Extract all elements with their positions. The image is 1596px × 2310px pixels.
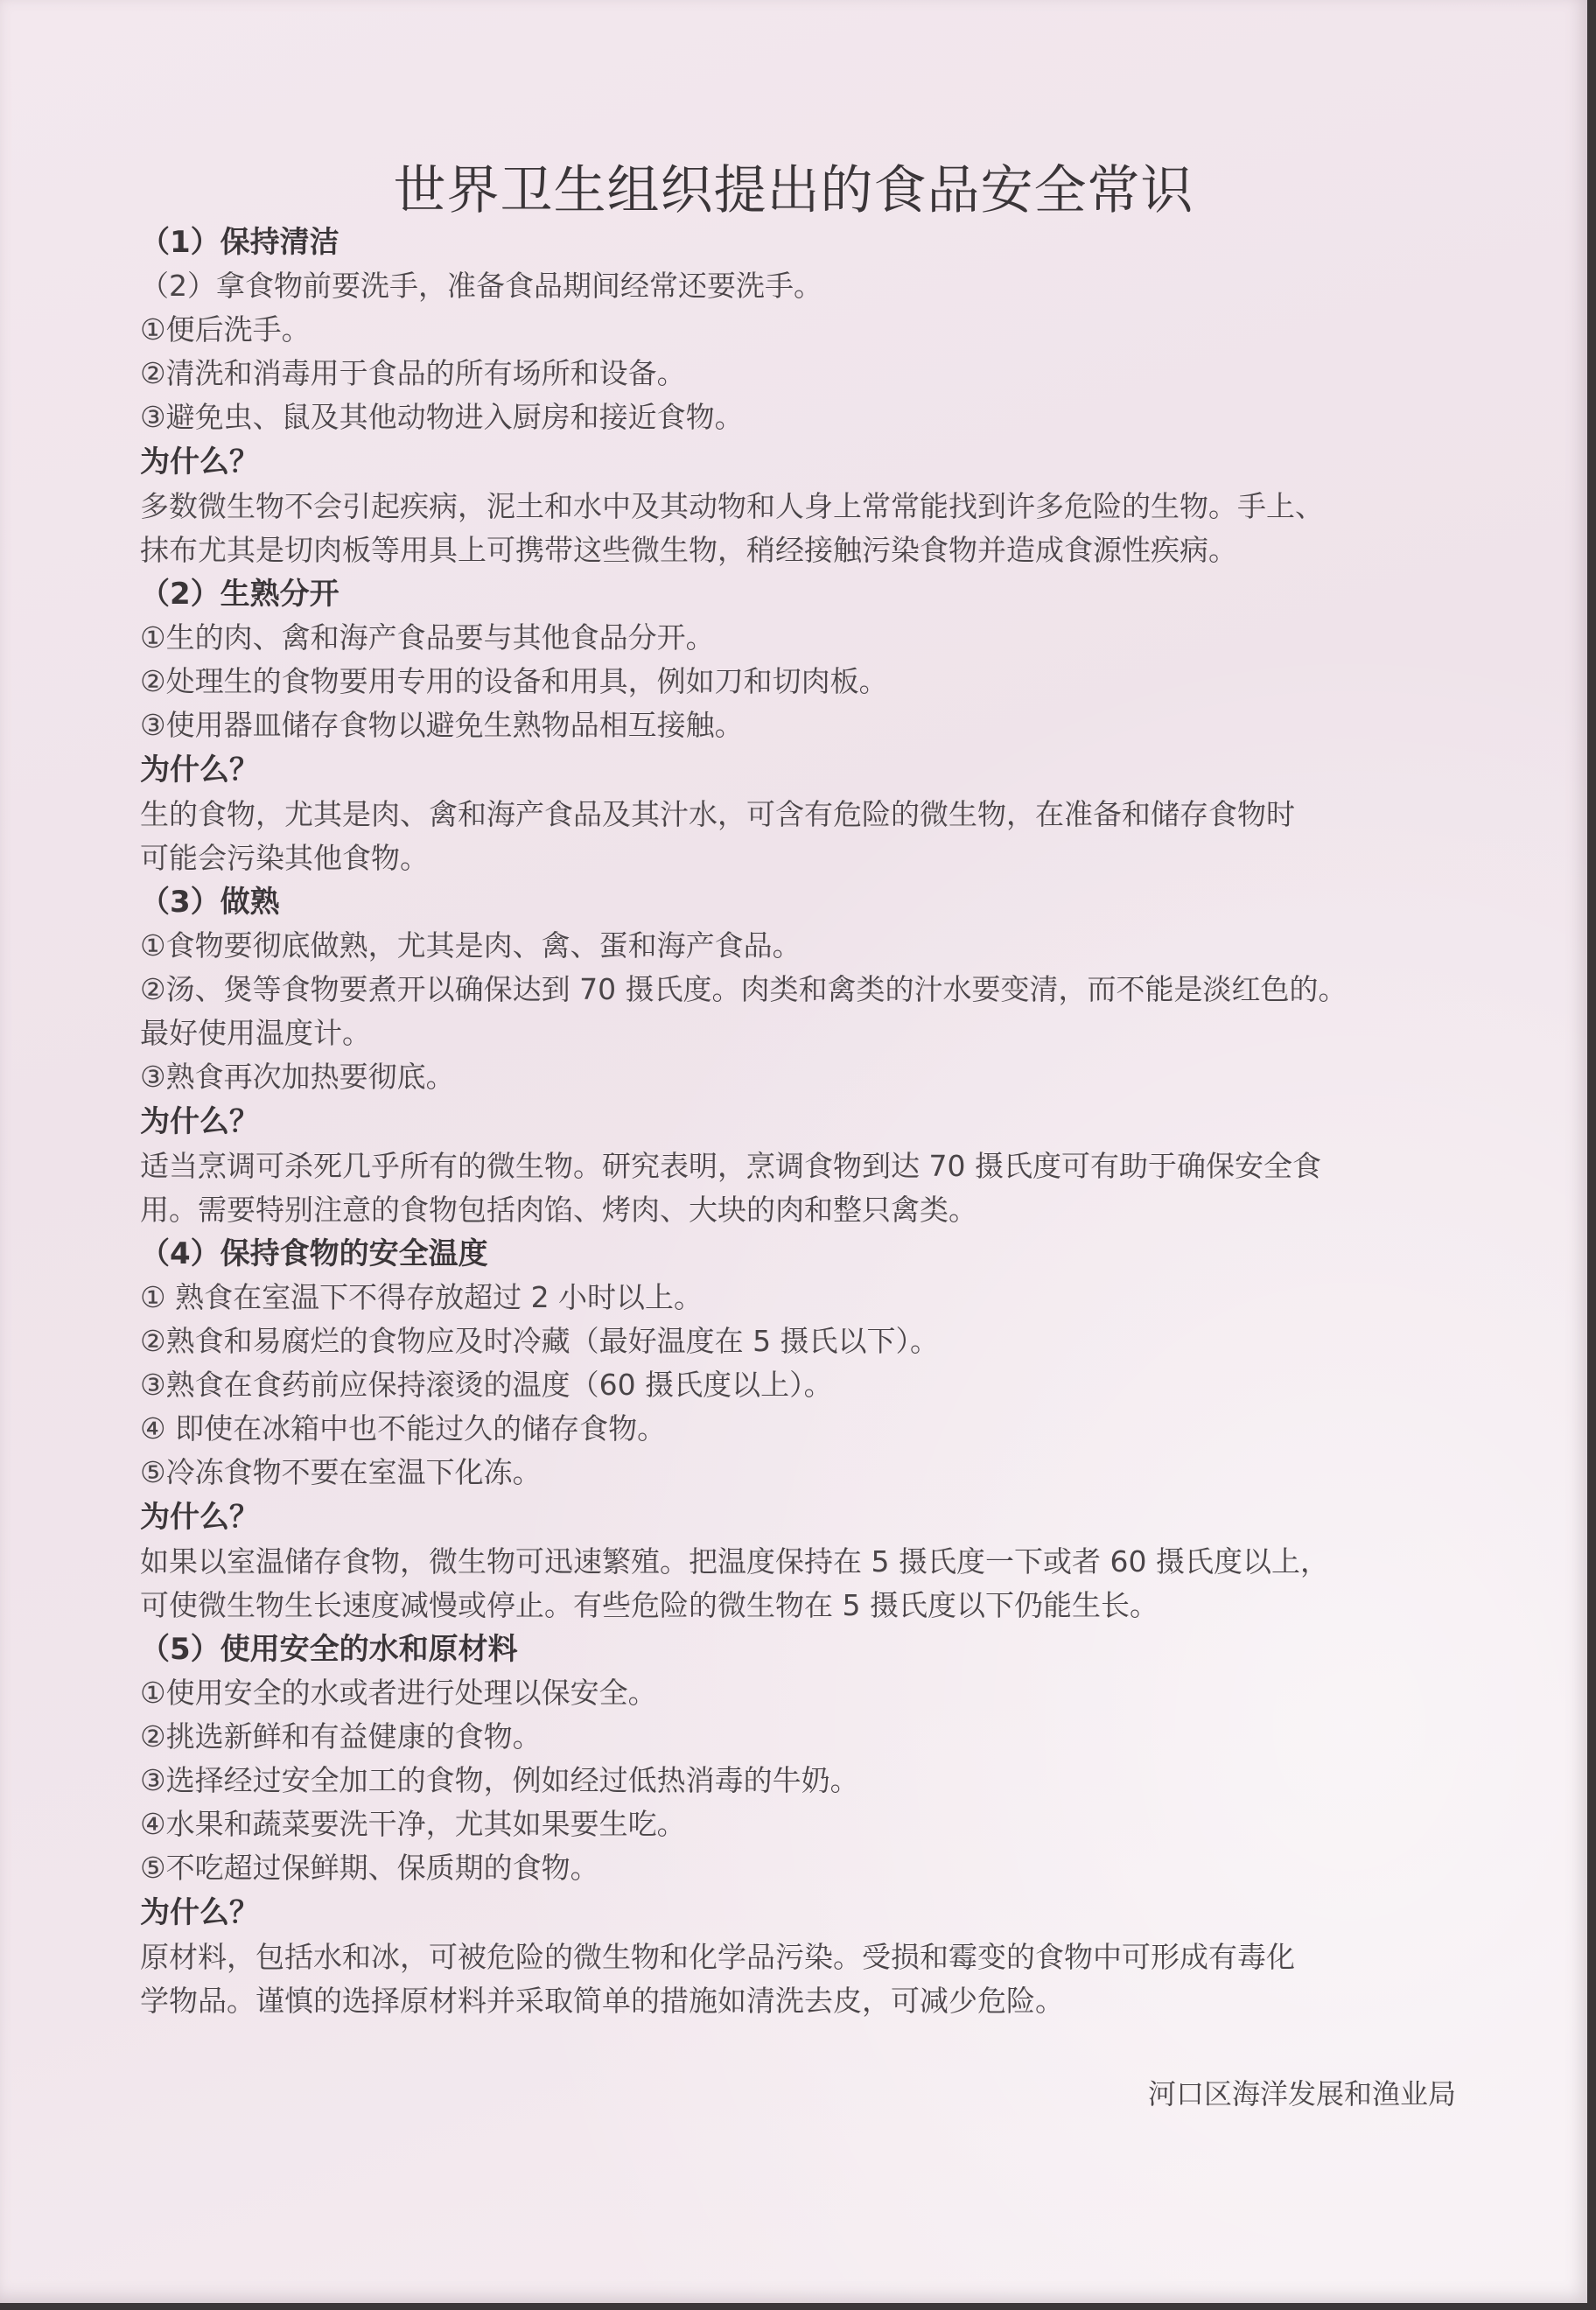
why-label: 为什么？ (140, 444, 259, 480)
list-item: ②汤、煲等食物要煮开以确保达到 70 摄氏度。肉类和禽类的汁水要变清，而不能是淡红色的。 (140, 972, 1348, 1006)
section-3 (140, 880, 1479, 1232)
why-label: 为什么？ (140, 1500, 259, 1535)
paragraph-line: 如果以室温储存食物，微生物可迅速繁殖。把温度保持在 5 摄氏度一下或者 60 摄氏度以上， (140, 1544, 1329, 1578)
paragraph-line: 生的食物，尤其是肉、禽和海产食品及其汁水，可含有危险的微生物，在准备和储存食物时 (140, 797, 1295, 831)
section-heading: （2）生熟分开 (140, 577, 340, 612)
why-label: 为什么？ (140, 1895, 259, 1930)
section-heading: （5）使用安全的水和原材料 (140, 1632, 518, 1667)
list-item: ②清洗和消毒用于食品的所有场所和设备。 (140, 356, 686, 390)
why-paragraph (140, 1540, 1479, 1628)
paragraph-line: 可能会污染其他食物。 (140, 841, 429, 875)
list-item: ④ 即使在冰箱中也不能过久的储存食物。 (140, 1411, 667, 1446)
list-item: ②挑选新鲜和有益健康的食物。 (140, 1719, 542, 1754)
list-item: ③选择经过安全加工的食物，例如经过低热消毒的牛奶。 (140, 1763, 859, 1797)
why-label: 为什么？ (140, 1104, 259, 1139)
section-heading: （1）保持清洁 (140, 225, 340, 260)
paragraph-line: 原材料，包括水和冰，可被危险的微生物和化学品污染。受损和霉变的食物中可形成有毒化 (140, 1940, 1295, 1974)
document-body (140, 220, 1479, 2023)
list-item: ①便后洗手。 (140, 312, 311, 346)
list-item: 最好使用温度计。 (140, 1016, 371, 1050)
list-item: ③避免虫、鼠及其他动物进入厨房和接近食物。 (140, 400, 744, 434)
list-item: ①使用安全的水或者进行处理以保安全。 (140, 1676, 657, 1710)
section-4 (140, 1232, 1479, 1628)
list-item: ①食物要彻底做熟，尤其是肉、禽、蛋和海产食品。 (140, 928, 802, 962)
paragraph-line: 学物品。谨慎的选择原材料并采取简单的措施如清洗去皮，可减少危险。 (140, 1984, 1064, 2018)
section-5 (140, 1628, 1479, 2023)
section-heading: （3）做熟 (140, 885, 280, 920)
list-item: ②处理生的食物要用专用的设备和用具，例如刀和切肉板。 (140, 664, 888, 698)
section-2 (140, 572, 1479, 880)
issuer-footer: 河口区海洋发展和渔业局 (1147, 2077, 1456, 2110)
list-item: ⑤冷冻食物不要在室温下化冻。 (140, 1455, 542, 1489)
list-item: ①生的肉、禽和海产食品要与其他食品分开。 (140, 620, 715, 654)
why-paragraph (140, 485, 1479, 572)
why-paragraph (140, 1936, 1479, 2023)
list-item: ⑤不吃超过保鲜期、保质期的食物。 (140, 1851, 599, 1885)
paragraph-line: 适当烹调可杀死几乎所有的微生物。研究表明，烹调食物到达 70 摄氏度可有助于确保安全食 (140, 1149, 1321, 1183)
document-title: 世界卫生组织提出的食品安全常识 (393, 160, 1194, 221)
list-item: ④水果和蔬菜要洗干净，尤其如果要生吃。 (140, 1807, 686, 1841)
paragraph-line: 用。需要特别注意的食物包括肉馅、烤肉、大块的肉和整只禽类。 (140, 1193, 977, 1227)
list-item: ③使用器皿储存食物以避免生熟物品相互接触。 (140, 708, 744, 742)
list-item: （2）拿食物前要洗手，准备食品期间经常还要洗手。 (140, 269, 822, 303)
why-paragraph (140, 1144, 1479, 1232)
list-item: ① 熟食在室温下不得存放超过 2 小时以上。 (140, 1280, 704, 1314)
paragraph-line: 抹布尤其是切肉板等用具上可携带这些微生物，稍经接触污染食物并造成食源性疾病。 (140, 533, 1237, 567)
list-item: ②熟食和易腐烂的食物应及时冷藏（最好温度在 5 摄氏以下）。 (140, 1324, 940, 1358)
paragraph-line: 可使微生物生长速度减慢或停止。有些危险的微生物在 5 摄氏度以下仍能生长。 (140, 1588, 1158, 1622)
section-1 (140, 220, 1479, 572)
section-heading: （4）保持食物的安全温度 (140, 1236, 488, 1271)
why-paragraph (140, 793, 1479, 880)
list-item: ③熟食在食药前应保持滚烫的温度（60 摄氏度以上）。 (140, 1368, 833, 1402)
why-label: 为什么？ (140, 752, 259, 788)
paragraph-line: 多数微生物不会引起疾病，泥土和水中及其动物和人身上常常能找到许多危险的生物。手上、 (140, 489, 1324, 523)
list-item: ③熟食再次加热要彻底。 (140, 1060, 455, 1094)
